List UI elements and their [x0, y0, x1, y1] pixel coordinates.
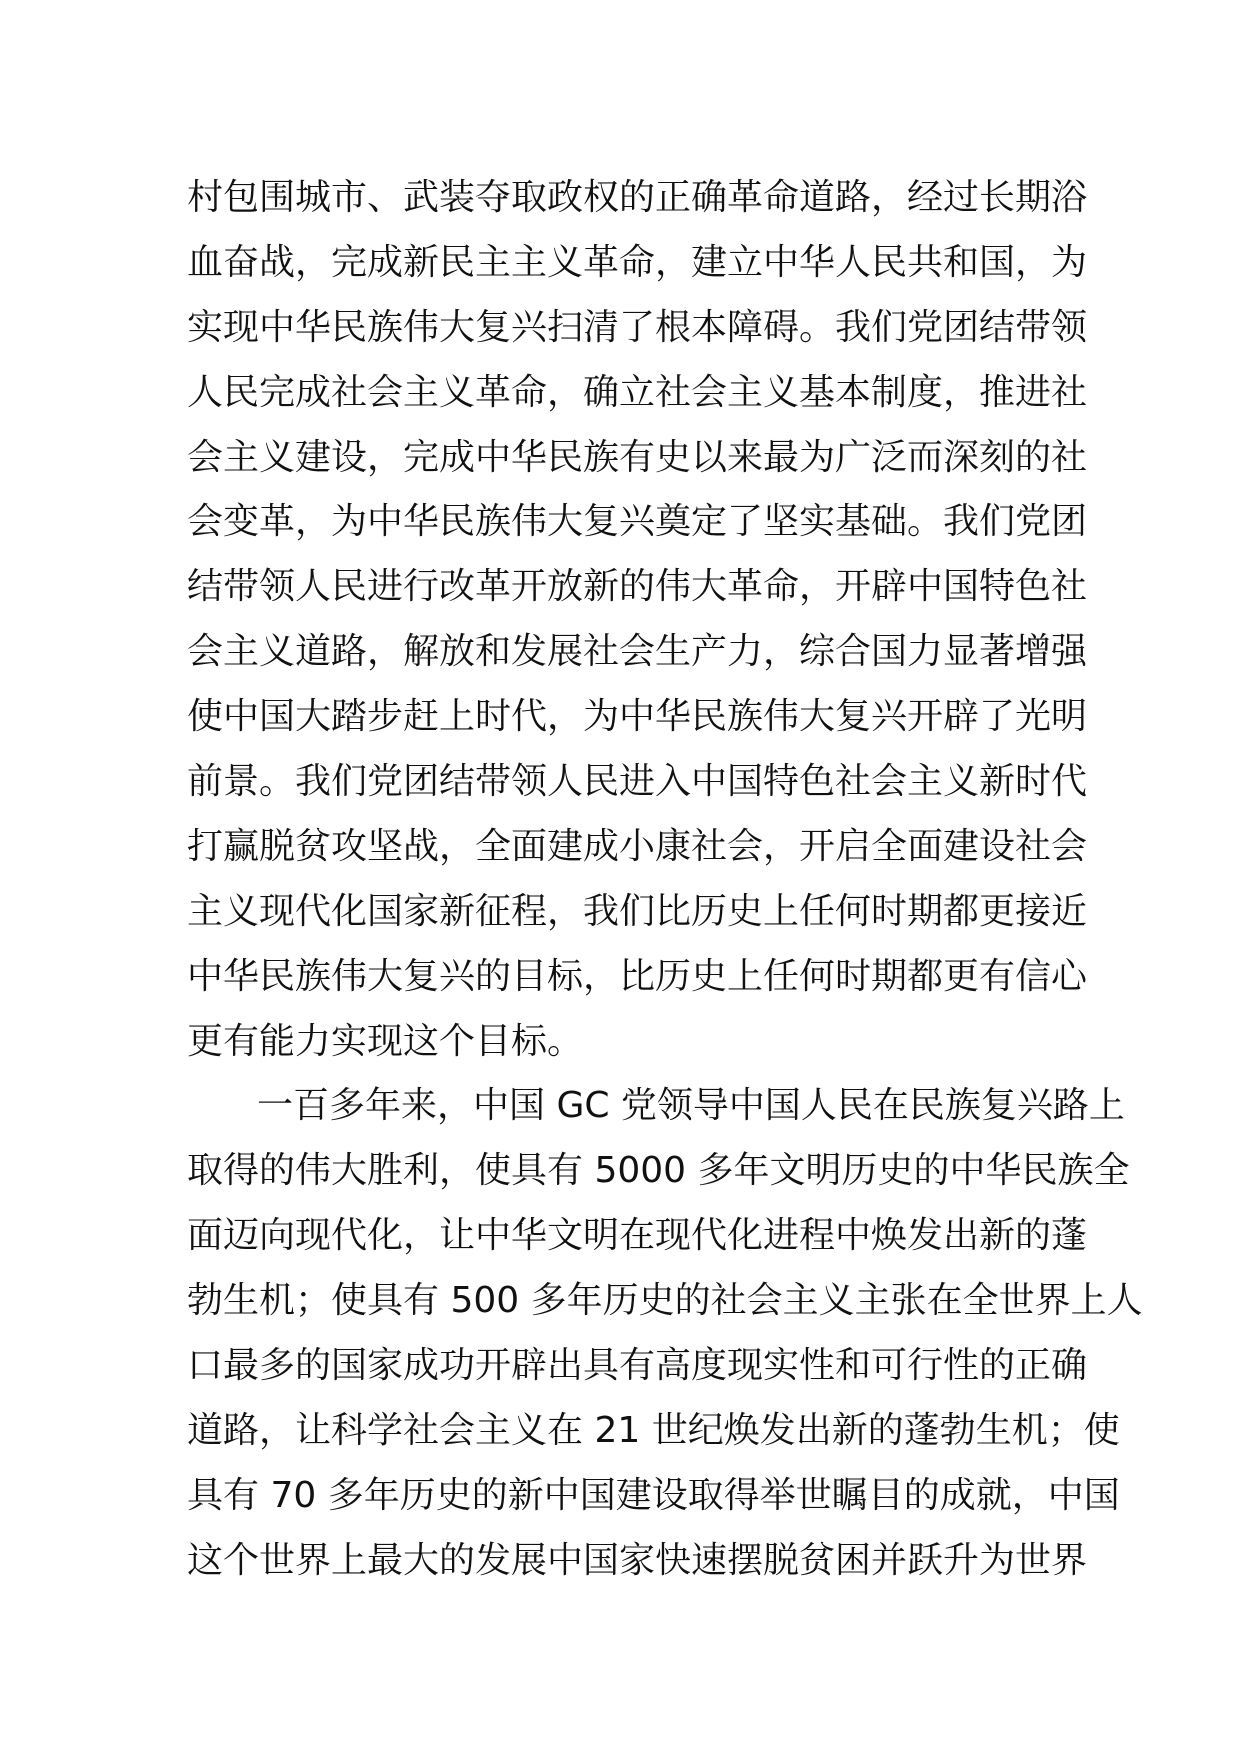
body-text	[187, 166, 1143, 1594]
paragraph-2	[187, 1074, 1143, 1593]
text-line: 人民完成社会主义革命，确立社会主义基本制度，推进社	[187, 371, 1088, 413]
text-line: 会主义建设，完成中华民族有史以来最为广泛而深刻的社	[187, 436, 1088, 478]
text-line: 取得的伟大胜利，使具有 5000 多年文明历史的中华民族全	[187, 1150, 1130, 1192]
text-line: 打赢脱贫攻坚战，全面建成小康社会，开启全面建设社会	[187, 825, 1088, 867]
text-line: 道路，让科学社会主义在 21 世纪焕发出新的蓬勃生机；使	[187, 1409, 1120, 1451]
text-line: 前景。我们党团结带领人民进入中国特色社会主义新时代	[187, 761, 1088, 803]
text-line: 使中国大踏步赶上时代，为中华民族伟大复兴开辟了光明	[187, 696, 1088, 738]
text-line: 结带领人民进行改革开放新的伟大革命，开辟中国特色社	[187, 566, 1088, 608]
text-line: 面迈向现代化，让中华文明在现代化进程中焕发出新的蓬	[187, 1215, 1088, 1257]
text-line: 这个世界上最大的发展中国家快速摆脱贫困并跃升为世界	[187, 1539, 1088, 1581]
text-line: 具有 70 多年历史的新中国建设取得举世瞩目的成就，中国	[187, 1474, 1120, 1516]
text-line: 主义现代化国家新征程，我们比历史上任何时期都更接近	[187, 890, 1088, 932]
text-line: 一百多年来，中国 GC 党领导中国人民在民族复兴路上	[257, 1085, 1125, 1127]
text-line: 口最多的国家成功开辟出具有高度现实性和可行性的正确	[187, 1345, 1088, 1387]
paragraph-1	[187, 166, 1088, 1074]
text-line: 实现中华民族伟大复兴扫清了根本障碍。我们党团结带领	[187, 306, 1088, 348]
text-line: 更有能力实现这个目标。	[187, 1020, 584, 1062]
text-line: 勃生机；使具有 500 多年历史的社会主义主张在全世界上人	[187, 1280, 1143, 1322]
text-line: 血奋战，完成新民主主义革命，建立中华人民共和国，为	[187, 241, 1088, 283]
text-line: 村包围城市、武装夺取政权的正确革命道路，经过长期浴	[187, 177, 1088, 218]
text-line: 会变革，为中华民族伟大复兴奠定了坚实基础。我们党团	[187, 501, 1088, 543]
text-line: 中华民族伟大复兴的目标，比历史上任何时期都更有信心	[187, 955, 1088, 997]
text-line: 会主义道路，解放和发展社会生产力，综合国力显著增强	[187, 631, 1088, 673]
